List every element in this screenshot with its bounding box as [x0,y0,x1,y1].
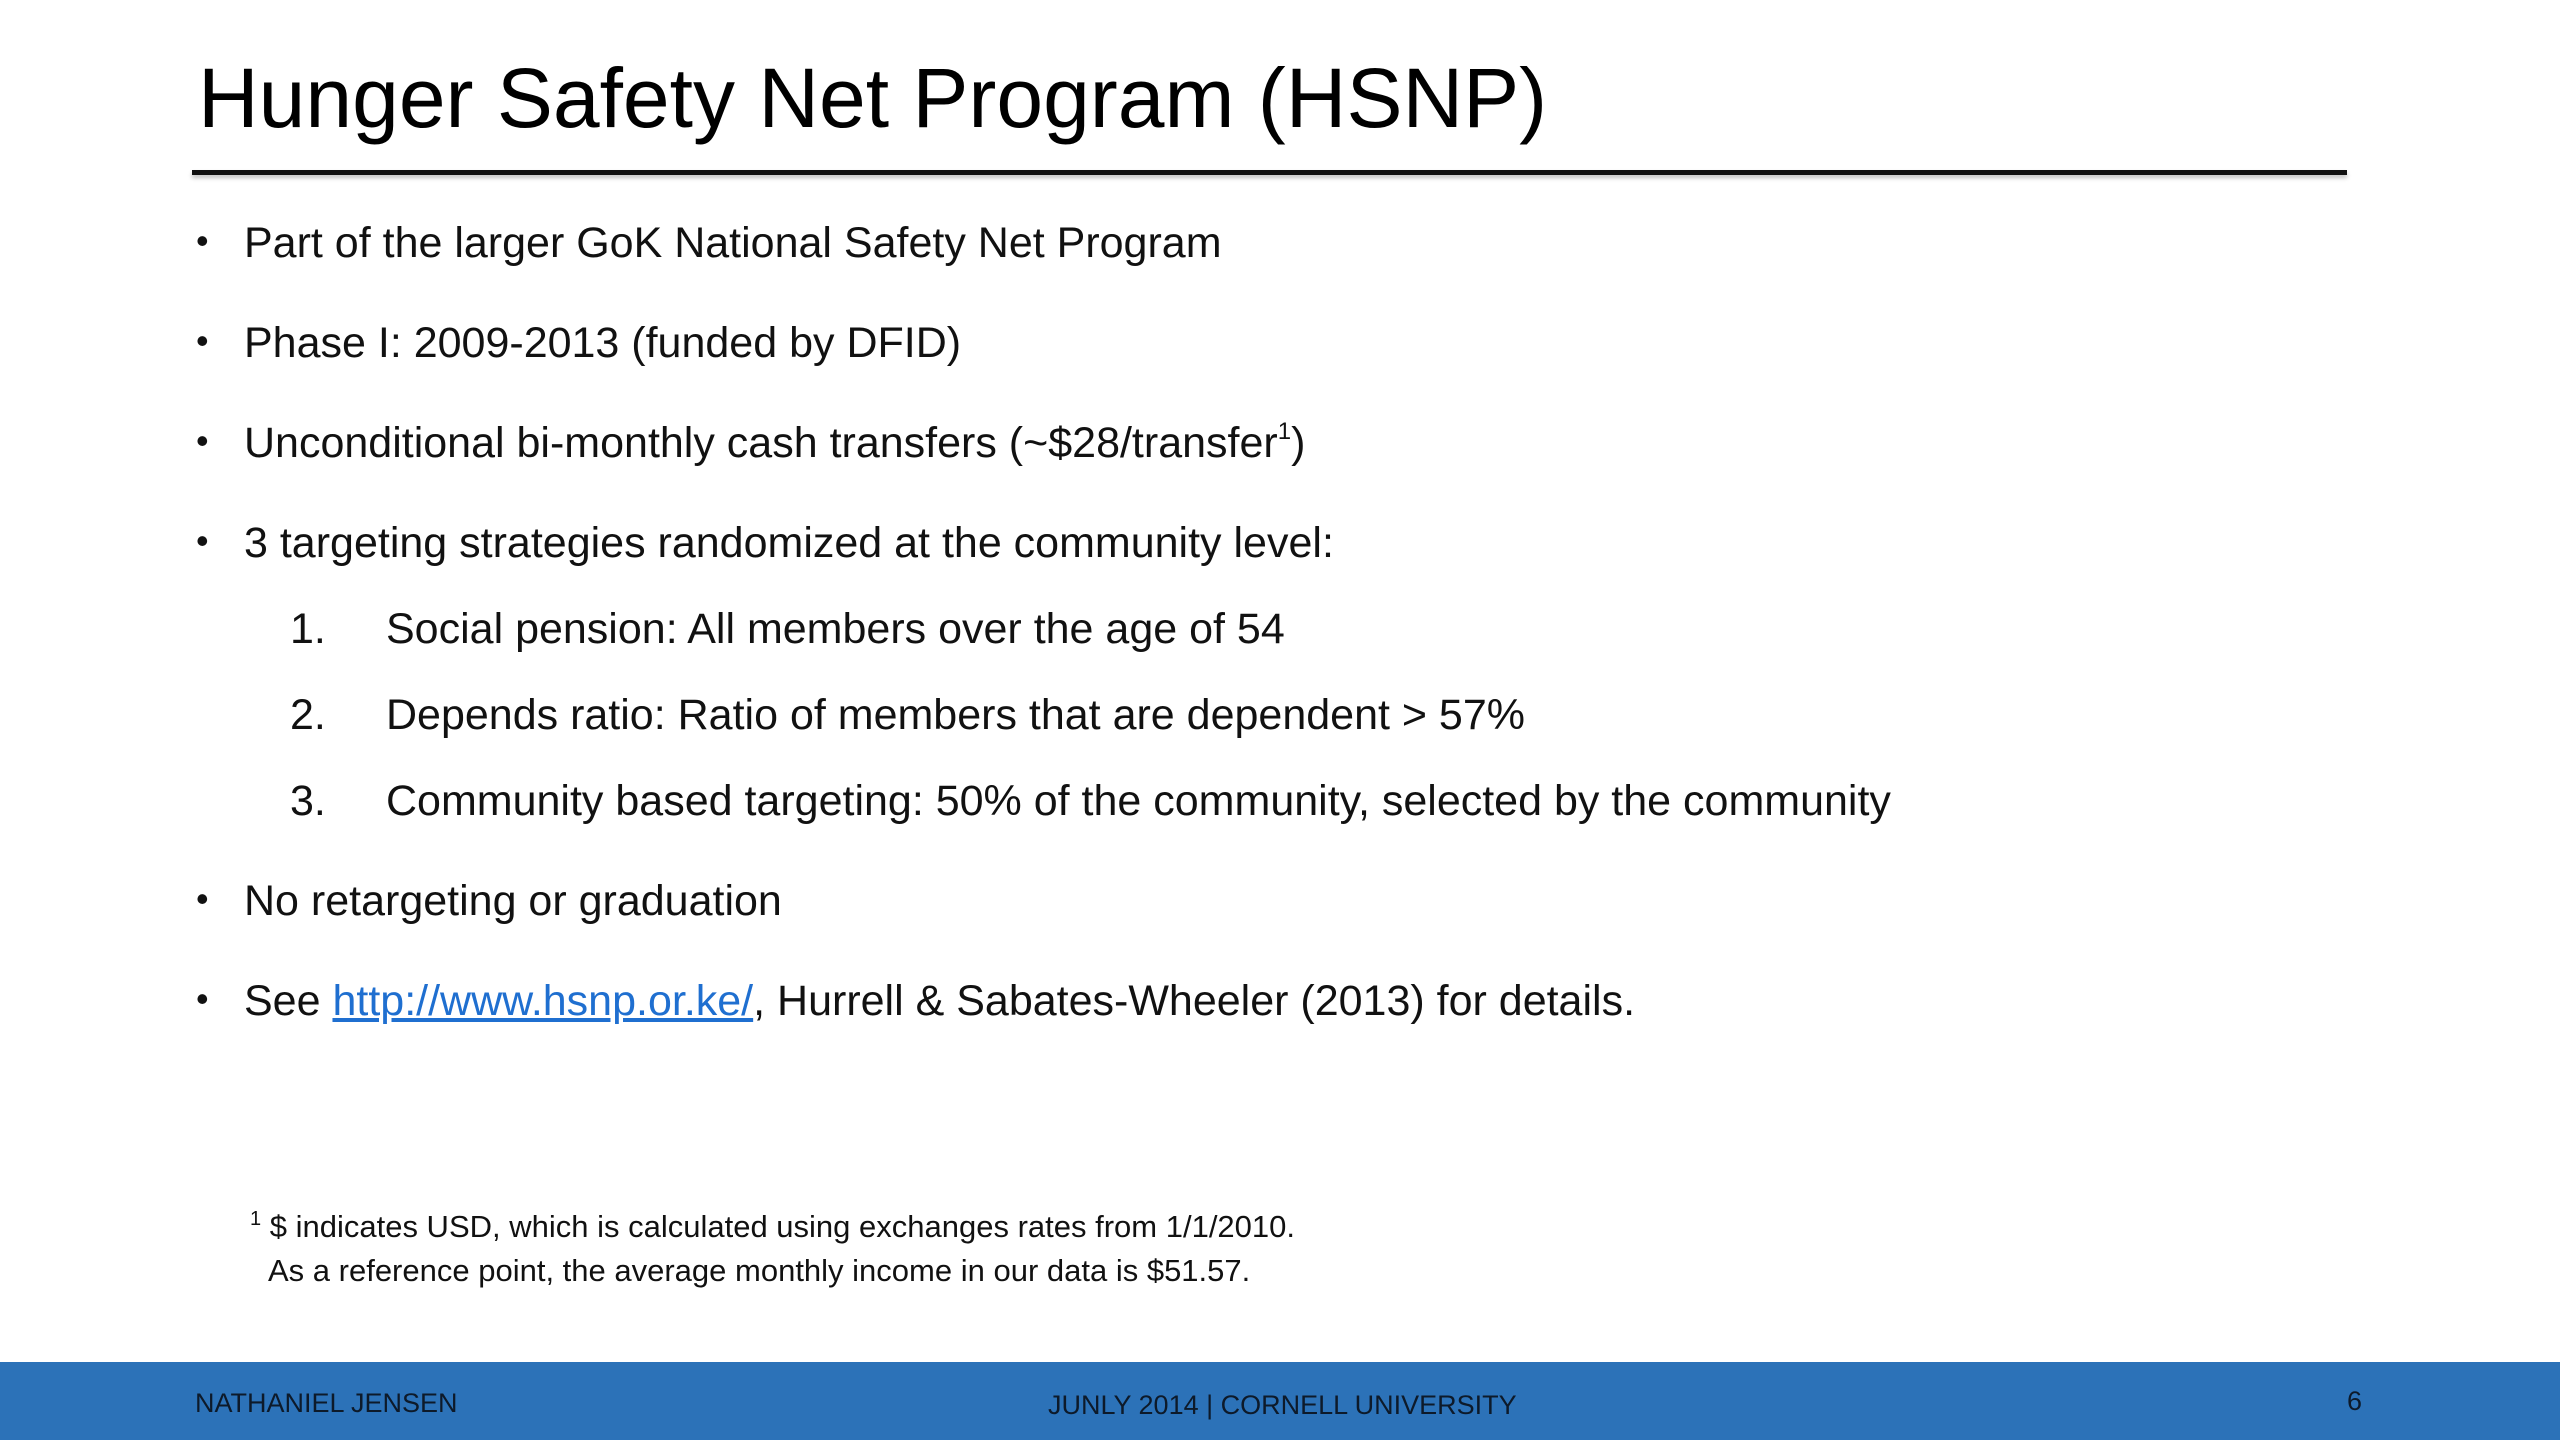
item-number: 2. [290,691,326,739]
bullet-item [196,319,962,367]
numbered-item [290,777,1891,825]
bullet-dot: • [196,520,209,561]
bullet-dot: • [196,878,209,919]
item-text: Social pension: All members over the age of 54 [386,605,1285,653]
slide-title: Hunger Safety Net Program (HSNP) [198,51,1548,145]
bullet-item [196,418,1306,467]
bullet-dot: • [196,320,209,361]
bullet-text-prefix: See [244,977,333,1025]
bullet-text-before: Unconditional bi-monthly cash transfers (~$28/transfer [244,419,1278,467]
hsnp-website-link[interactable]: http://www.hsnp.or.ke/ [332,977,754,1025]
bullet-dot: • [196,978,209,1019]
footnote-text-1: $ indicates USD, which is calculated using exchanges rates from 1/1/2010. [261,1209,1296,1244]
bullet-text: No retargeting or graduation [244,877,782,925]
bullet-text: Phase I: 2009-2013 (funded by DFID) [244,319,962,367]
bullet-dot: • [196,420,209,461]
bullet-text: 3 targeting strategies randomized at the community level: [244,519,1334,567]
footnote-line-2: As a reference point, the average monthly income in our data is $51.57. [268,1253,1251,1288]
numbered-item [290,605,1285,653]
page-number: 6 [2347,1386,2363,1416]
footer-bar [0,1362,2560,1440]
footer-date-institution: JUNLY 2014 | CORNELL UNIVERSITY [1048,1390,1517,1420]
bullet-item [196,877,782,925]
footnote-line-1 [250,1205,1295,1249]
footer-author: NATHANIEL JENSEN [195,1388,458,1418]
bullet-dot: • [196,220,209,261]
bullet-text-after: ) [1291,419,1306,467]
bullet-item [196,977,1636,1025]
bullet-item [196,219,1222,267]
item-text: Depends ratio: Ratio of members that are dependent > 57% [386,691,1525,739]
bullet-text-suffix: , Hurrell & Sabates-Wheeler (2013) for details. [753,977,1636,1025]
bullet-item [196,519,1334,567]
footnote [250,1205,1295,1293]
item-number: 3. [290,777,326,825]
item-text: Community based targeting: 50% of the community, selected by the community [386,777,1891,825]
numbered-item [290,691,1525,739]
footnote-marker: 1 [250,1208,262,1230]
footnote-reference: 1 [1277,418,1292,445]
bullet-text: Part of the larger GoK National Safety Net Program [244,219,1222,267]
item-number: 1. [290,605,326,653]
